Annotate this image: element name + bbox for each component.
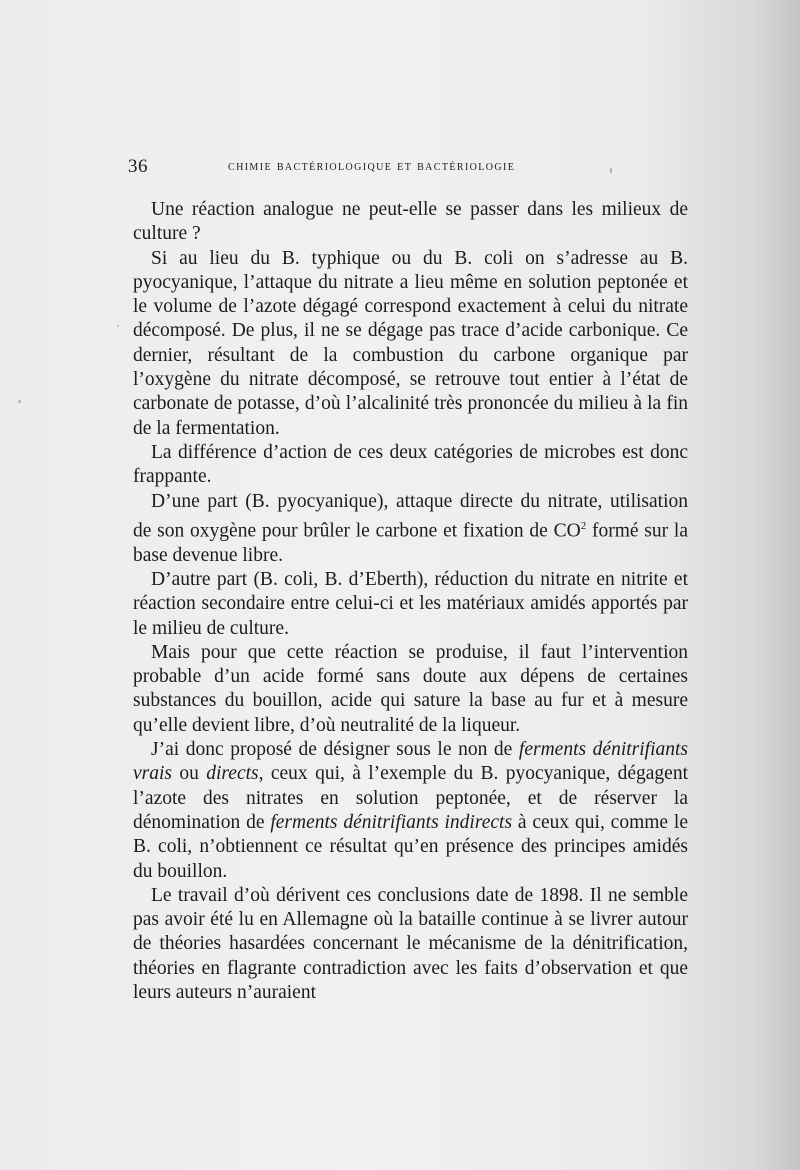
paragraph-6 — [133, 641, 688, 738]
paragraph-text: ou — [172, 763, 207, 785]
paragraph-text: formé sur la base devenue libre. — [133, 520, 689, 566]
paragraph-text: Mais pour que cette réaction se produise, il faut l’intervention probable d’un acide formé sans doute aux dépens de certaines substances du bouillon, acide qui sature la base au fur et à mesure qu’elle devient libre, d’où neutralité de la liqueur. — [133, 641, 688, 736]
paragraph-text: J’ai donc proposé de désigner sous le non de — [151, 739, 519, 761]
italic-term: directs — [206, 763, 259, 785]
paragraph-text: D’autre part (B. coli, B. d’Eberth), réduction du nitrate en nitrite et réaction secondaire entre celui-ci et les matériaux amidés apportés par le milieu de culture. — [133, 568, 688, 639]
paragraph-4 — [133, 490, 688, 568]
paper-speck — [117, 325, 119, 327]
paragraph-8 — [133, 884, 688, 1005]
paragraph-text: , ceux qui, à l’exemple du B. pyocyanique, dégagent l’azote des nitrates en solution peptonée, et de réserver la dénomination de — [133, 763, 689, 833]
running-title: chimie bactériologique et bactériologie — [228, 159, 516, 174]
paper-speck — [18, 400, 21, 403]
page-number: 36 — [128, 156, 148, 177]
page-header — [128, 156, 688, 182]
italic-term: ferments dénitrifiants indirects — [270, 811, 513, 833]
paper-speck — [610, 168, 612, 173]
paragraph-1 — [133, 198, 688, 247]
paragraph-text: D’une part (B. pyocyanique), attaque directe du nitrate, utilisation de son oxygène pour brûler le carbone et fixation de CO — [133, 490, 688, 542]
italic-term: ferments dénitrifiants vrais — [133, 739, 688, 785]
paragraph-text: à ceux qui, comme le B. coli, n’obtiennent ce résultat qu’en présence des principes amidés du bouillon. — [133, 811, 688, 882]
paragraph-7 — [133, 738, 688, 884]
paragraph-2 — [133, 247, 688, 441]
superscript: 2 — [580, 519, 587, 532]
body-text — [133, 198, 688, 1005]
paragraph-text: La différence d’action de ces deux catégories de microbes est donc frappante. — [133, 441, 688, 488]
paragraph-text: Si au lieu du B. typhique ou du B. coli on s’adresse au B. pyocyanique, l’attaque du nitrate a lieu même en solution peptonée et le volume de l’azote dégagé correspond exactement à celui du nitrate décomposé. De plus, il ne se dégage pas trace d’acide carbonique. Ce dernier, résultant de la combustion du carbone organique par l’oxygène du nitrate décomposé, se retrouve tout entier à l’état de carbonate de potasse, d’où l’alcalinité très prononcée du milieu à la fin de la fermentation. — [133, 247, 688, 439]
paragraph-text: Le travail d’où dérivent ces conclusions date de 1898. Il ne semble pas avoir été lu en Allemagne où la bataille continue à se livrer autour de théories hasardées concernant le mécanisme de la dénitrification, théories en flagrante contradiction avec les faits d’observation et que leurs auteurs n’auraient — [133, 884, 688, 1003]
paragraph-5 — [133, 568, 688, 641]
paragraph-text: Une réaction analogue ne peut-elle se passer dans les milieux de culture ? — [133, 199, 688, 245]
paragraph-3 — [133, 441, 688, 490]
